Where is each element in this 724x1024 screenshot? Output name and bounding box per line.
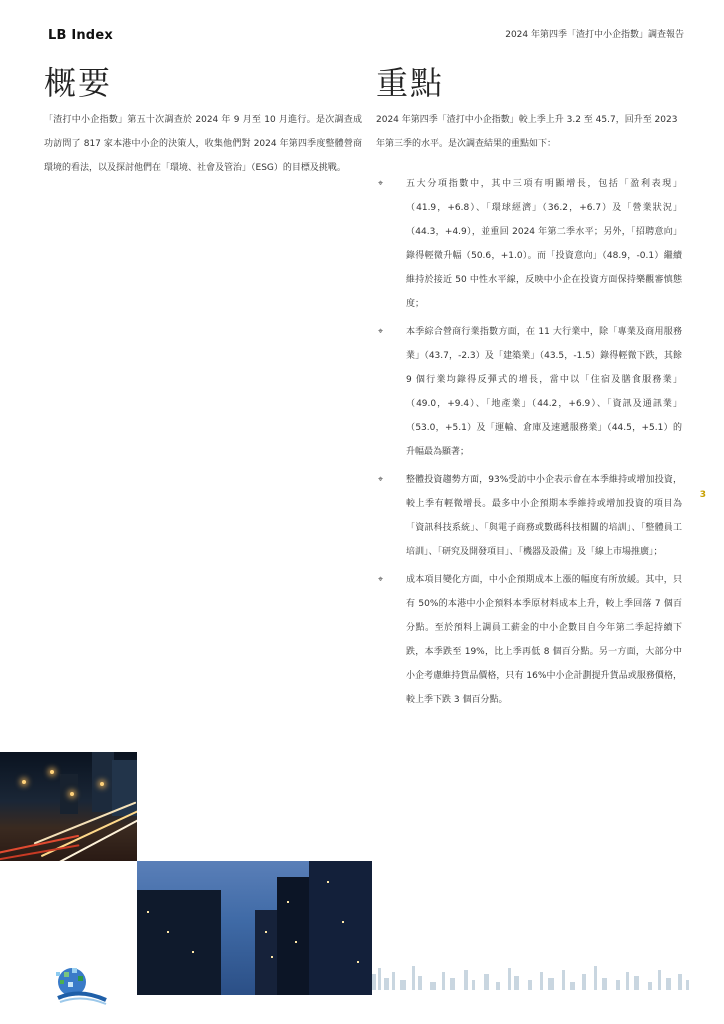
crosshair-bullet-icon: ⌖ <box>378 575 384 585</box>
list-item <box>376 468 682 564</box>
highlights-section <box>376 108 682 716</box>
highlight-text: 五大分項指數中，其中三項有明顯增長，包括「盈利表現」（41.9，+6.8）、「環球經濟」（36.2，+6.7）及「營業狀況」（44.3，+4.9），並重回 2024 年第二季水平；另外，「招聘意向」錄得輕微升幅（50.6，+1.0）。而「投資意向」（48.9，-0.1）繼續維持於接近 50 中性水平線，反映中小企在投資方面保持樂觀審慎態度； <box>406 179 682 309</box>
highlight-text: 成本項目變化方面，中小企預期成本上漲的幅度有所放緩。其中，只有 50%的本港中小企預料本季原材料成本上升，較上季回落 7 個百分點。至於預料上調員工薪金的中小企數目自今年第二季起持續下跌，本季跌至 19%，比上季再低 8 個百分點。另一方面，大部分中小企考慮維持貨品價格，只有 16%中小企計劃提升貨品或服務價格，較上季下跌 3 個百分點。 <box>406 575 682 705</box>
highlights-intro: 2024 年第四季「渣打中小企指數」較上季上升 3.2 至 45.7，回升至 2023 年第三季的水平。是次調查結果的重點如下： <box>376 115 678 149</box>
highlights-heading: 重點 <box>376 64 445 102</box>
list-item <box>376 568 682 712</box>
highlights-list <box>376 172 682 712</box>
list-item <box>376 320 682 464</box>
city-towers-photo <box>137 861 372 995</box>
skyline-decoration-icon <box>372 960 692 990</box>
summary-heading: 概要 <box>44 64 113 102</box>
list-item <box>376 172 682 316</box>
crosshair-bullet-icon: ⌖ <box>378 475 384 485</box>
summary-paragraph: 「渣打中小企指數」第五十次調查於 2024 年 9 月至 10 月進行。是次調查成功訪問了 817 家本港中小企的決策人，收集他們對 2024 年第四季度整體營商環境的看法，以及探討他們在「環境、社會及管治」（ESG）的目標及挑戰。 <box>44 115 362 173</box>
crosshair-bullet-icon: ⌖ <box>378 327 384 337</box>
report-title: 2024 年第四季「渣打中小企指數」調查報告 <box>505 30 684 40</box>
page-number: 3 <box>699 490 706 500</box>
globe-logo-icon <box>50 958 110 1010</box>
highlight-text: 整體投資趨勢方面，93%受訪中小企表示會在本季維持或增加投資，較上季有輕微增長。最多中小企預期本季維持或增加投資的項目為「資訊科技系統」、「與電子商務或數碼科技相關的培訓」、「整體員工培訓」、「研究及開發項目」、「機器及設備」及「線上市場推廣」； <box>406 475 682 557</box>
lb-index-logo: LB Index <box>48 28 113 43</box>
summary-section <box>44 108 362 180</box>
night-street-photo <box>0 752 137 861</box>
crosshair-bullet-icon: ⌖ <box>378 179 384 189</box>
highlight-text: 本季綜合營商行業指數方面，在 11 大行業中，除「專業及商用服務業」（43.7，-2.3）及「建築業」（43.5，-1.5）錄得輕微下跌，其餘 9 個行業均錄得反彈式的增長，當中以「住宿及膳食服務業」（49.0，+9.4）、「地產業」（44.2，+6.9）、「資訊及通訊業」（53.0，+5.1）及「運輸、倉庫及速遞服務業」（44.5，+5.1）的升幅最為顯著； <box>406 327 682 457</box>
